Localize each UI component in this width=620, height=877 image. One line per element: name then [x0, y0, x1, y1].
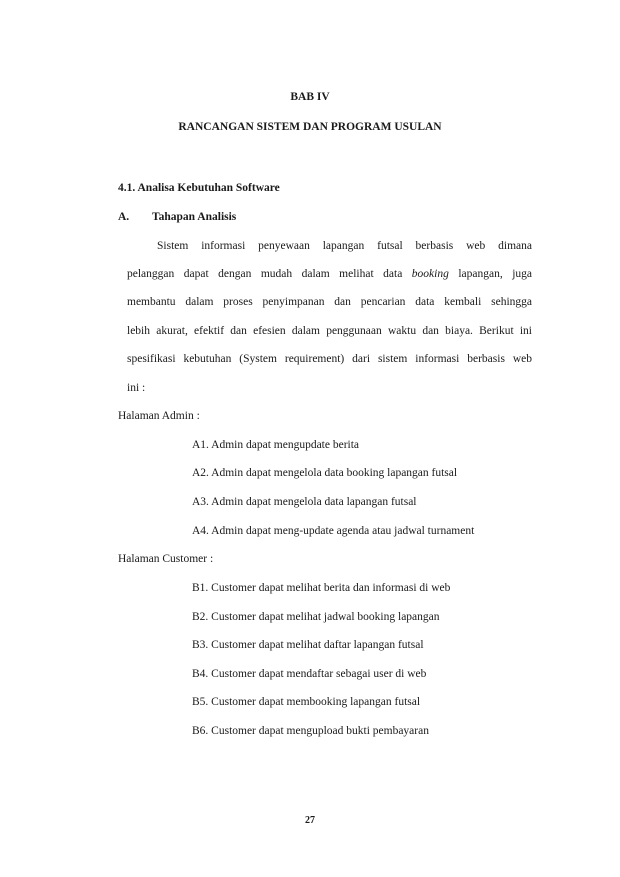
paragraph-italic-term: booking: [411, 268, 449, 280]
admin-list-item: A2. Admin dapat mengelola data booking lapangan futsal: [192, 467, 458, 479]
paragraph-line: membantu dalam proses penyimpanan dan pencarian data kembali sehingga: [127, 296, 532, 308]
customer-list-item: B2. Customer dapat melihat jadwal booking lapangan: [192, 611, 440, 623]
paragraph-line: spesifikasi kebutuhan (System requirement) dari sistem informasi berbasis web: [127, 353, 532, 365]
chapter-number: BAB IV: [290, 91, 330, 103]
paragraph-line: lebih akurat, efektif dan efesien dalam penggunaan waktu dan biaya. Berikut ini: [127, 325, 532, 337]
section-heading: 4.1. Analisa Kebutuhan Software: [118, 182, 280, 194]
admin-list-item: A3. Admin dapat mengelola data lapangan futsal: [192, 496, 417, 508]
subsection-letter: A.: [118, 211, 130, 223]
customer-heading: Halaman Customer :: [118, 553, 214, 565]
paragraph-text: pelanggan dapat dengan mudah dalam melihat data: [127, 268, 412, 280]
admin-list-item: A1. Admin dapat mengupdate berita: [192, 439, 360, 451]
paragraph-line: Sistem informasi penyewaan lapangan futsal berbasis web dimana: [157, 240, 532, 252]
customer-list-item: B3. Customer dapat melihat daftar lapangan futsal: [192, 639, 424, 651]
chapter-title: RANCANGAN SISTEM DAN PROGRAM USULAN: [178, 121, 442, 133]
customer-list-item: B1. Customer dapat melihat berita dan informasi di web: [192, 582, 451, 594]
admin-list-item: A4. Admin dapat meng-update agenda atau jadwal turnament: [192, 525, 475, 537]
paragraph-line: [127, 269, 532, 281]
paragraph-text: lapangan, juga: [448, 268, 532, 280]
paragraph-line: ini :: [127, 382, 146, 394]
subsection-title: Tahapan Analisis: [152, 211, 237, 223]
customer-list-item: B5. Customer dapat membooking lapangan futsal: [192, 696, 421, 708]
customer-list-item: B4. Customer dapat mendaftar sebagai user di web: [192, 668, 427, 680]
admin-heading: Halaman Admin :: [118, 410, 200, 422]
page-number: 27: [305, 815, 315, 826]
customer-list-item: B6. Customer dapat mengupload bukti pembayaran: [192, 725, 429, 737]
